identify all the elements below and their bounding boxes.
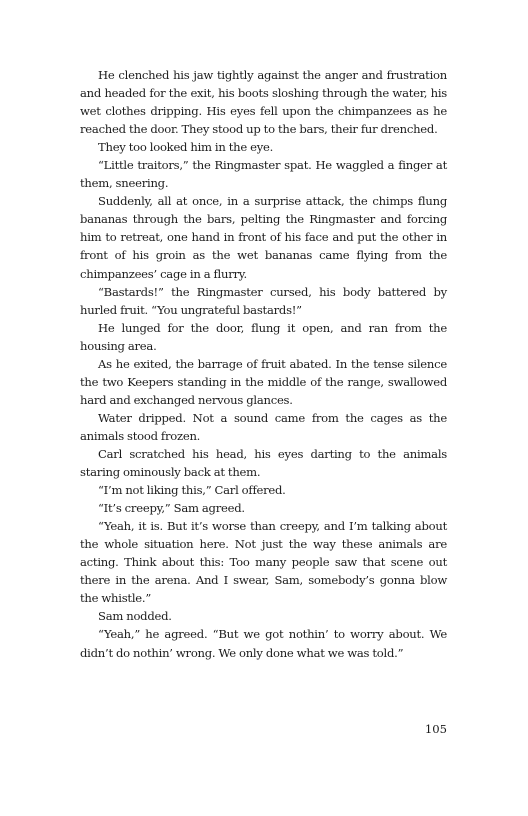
page-number: 105 bbox=[424, 722, 447, 736]
paragraph: “It’s creepy,” Sam agreed. bbox=[98, 501, 245, 516]
paragraph: “I’m not liking this,” Carl offered. bbox=[98, 483, 286, 498]
paragraph: He clenched his jaw tightly against the anger and frustration and headed for the exit, his boots sloshing through the water, his wet clothes dripping. His eyes fell upon the chimpanzees as he reached the door. They stood up to the bars, their fur drenched. bbox=[80, 68, 447, 137]
paragraph: He lunged for the door, flung it open, and ran from the housing area. bbox=[80, 320, 447, 353]
paragraph: “Yeah, it is. But it’s worse than creepy, and I’m talking about the whole situation here. Not just the way these animals are acting. Think about this: Too many people saw that scene out there in the arena. And I swear, Sam, somebody’s gonna blow the whistle.” bbox=[80, 519, 447, 606]
paragraph: They too looked him in the eye. bbox=[98, 140, 274, 155]
body-text bbox=[80, 66, 447, 662]
paragraph: Water dripped. Not a sound came from the cages as the animals stood frozen. bbox=[80, 410, 447, 443]
paragraph: As he exited, the barrage of fruit abated. In the tense silence the two Keepers standing in the middle of the range, swallowed hard and exchanged nervous glances. bbox=[80, 356, 447, 407]
paragraph: “Yeah,” he agreed. “But we got nothin’ to worry about. We didn’t do nothin’ wrong. We only done what we was told.” bbox=[80, 627, 447, 660]
paragraph: Sam nodded. bbox=[98, 609, 172, 624]
paragraph: Suddenly, all at once, in a surprise attack, the chimps flung bananas through the bars, pelting the Ringmaster and forcing him to retreat, one hand in front of his face and put the other in front of his groin as the wet bananas came flying from the chimpanzees’ cage in a flurry. bbox=[80, 194, 447, 281]
paragraph: “Little traitors,” the Ringmaster spat. He waggled a finger at them, sneering. bbox=[80, 158, 447, 191]
paragraph: “Bastards!” the Ringmaster cursed, his body battered by hurled fruit. “You ungrateful bastards!” bbox=[80, 284, 447, 317]
paragraph: Carl scratched his head, his eyes darting to the animals staring ominously back at them. bbox=[80, 446, 447, 480]
